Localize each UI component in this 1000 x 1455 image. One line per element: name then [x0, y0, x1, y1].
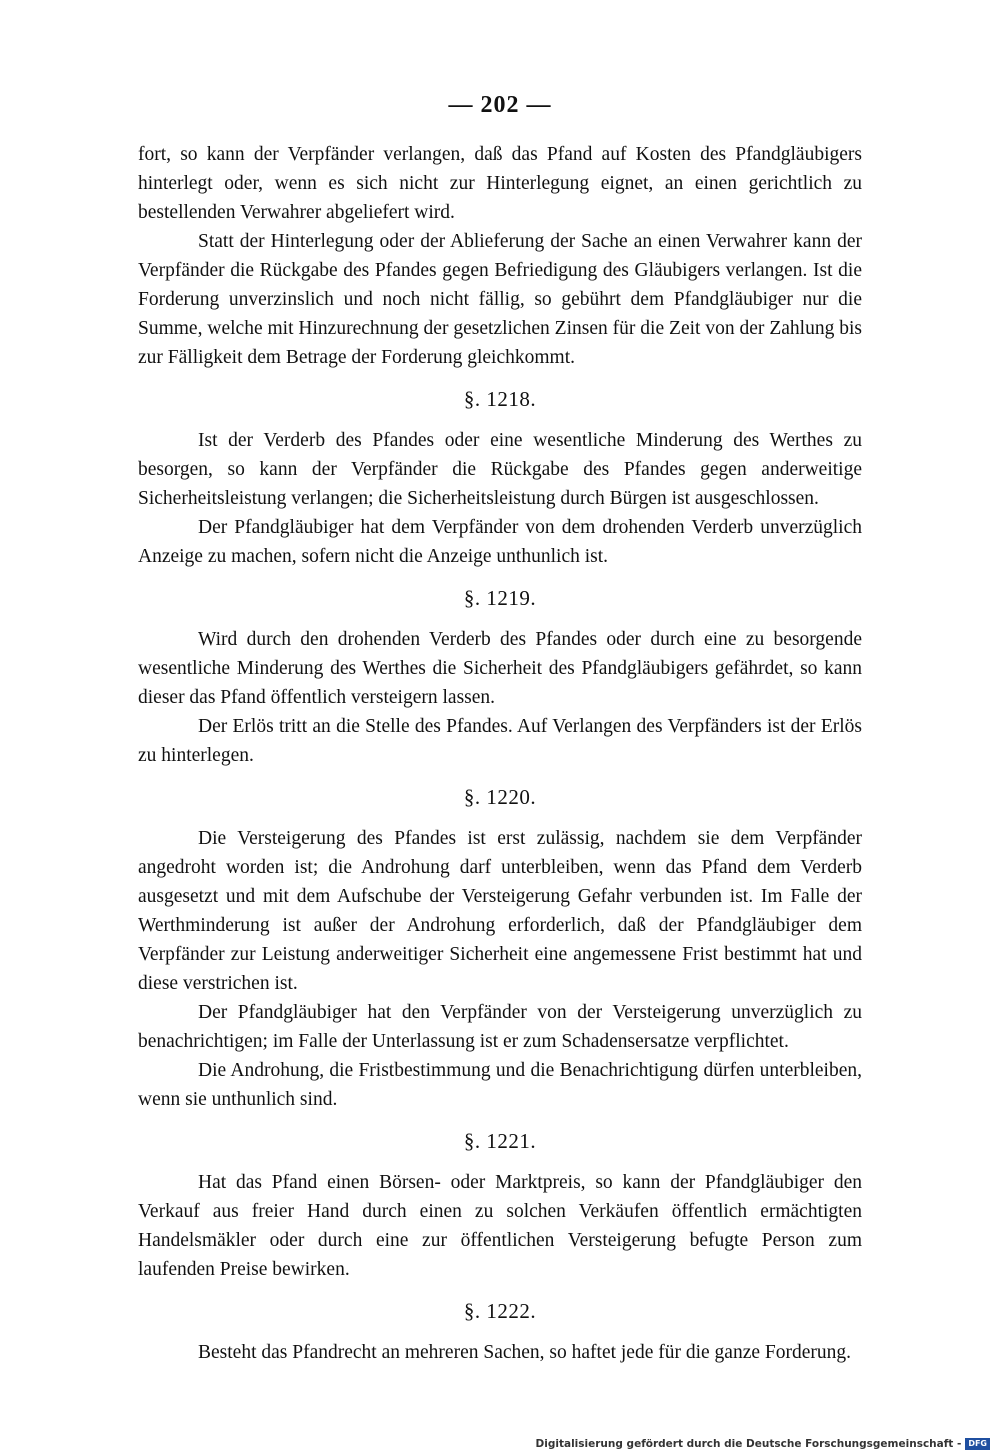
paragraph: Die Androhung, die Fristbestimmung und die Benachrichtigung dürfen unterbleiben, wenn sie unthunlich sind.	[138, 1060, 862, 1110]
paragraph: Besteht das Pfandrecht an mehreren Sachen, so haftet jede für die ganze Forderung.	[198, 1342, 852, 1363]
paragraph: Statt der Hinterlegung oder der Ablieferung der Sache an einen Verwahrer kann der Verpfänder die Rückgabe des Pfandes gegen Befriedigung des Gläubigers verlangen. Ist die Forderung unverzinslich und noch nicht fällig, so gebührt dem Pfandgläubiger nur die Summe, welche mit Hinzurechnung der gesetzlichen Zinsen für die Zeit von der Zahlung bis zur Fälligkeit dem Betrage der Forderung gleichkommt.	[138, 231, 862, 368]
paragraph: Ist der Verderb des Pfandes oder eine wesentliche Minderung des Werthes zu besorgen, so kann der Verpfänder die Rückgabe des Pfandes gegen anderweitige Sicherheitsleistung verlangen; die Sicherheitsleistung durch Bürgen ist ausgeschlossen.	[138, 430, 862, 509]
page-number: — 202 —	[448, 92, 552, 118]
paragraph: Der Erlös tritt an die Stelle des Pfandes. Auf Verlangen des Verpfänders ist der Erlös zu hinterlegen.	[138, 716, 862, 766]
digitization-credit	[536, 1438, 990, 1450]
section-heading-1222: §. 1222.	[463, 1299, 537, 1323]
paragraph: Der Pfandgläubiger hat den Verpfänder von der Versteigerung unverzüglich zu benachrichtigen; im Falle der Unterlassung ist er zum Schadensersatze verpflichtet.	[138, 1002, 862, 1052]
section-heading-1221: §. 1221.	[463, 1129, 537, 1153]
section-heading-1219: §. 1219.	[463, 586, 537, 610]
paragraph: Die Versteigerung des Pfandes ist erst zulässig, nachdem sie dem Verpfänder angedroht worden ist; die Androhung darf unterbleiben, wenn das Pfand dem Verderb ausgesetzt und mit dem Aufschube der Versteigerung Gefahr verbunden ist. Im Falle der Werthminderung ist außer der Androhung erforderlich, daß der Pfandgläubiger dem Verpfänder zur Leistung anderweitiger Sicherheit eine angemessene Frist bestimmt hat und diese verstrichen ist.	[138, 828, 862, 994]
credit-text: Digitalisierung gefördert durch die Deutsche Forschungsgemeinschaft -	[535, 1438, 962, 1450]
dfg-logo: DFG	[965, 1438, 990, 1450]
body-text	[138, 140, 862, 1367]
paragraph: Wird durch den drohenden Verderb des Pfandes oder durch eine zu besorgende wesentliche Minderung des Werthes die Sicherheit des Pfandgläubigers gefährdet, so kann dieser das Pfand öffentlich versteigern lassen.	[138, 629, 862, 708]
section-heading-1218: §. 1218.	[463, 387, 537, 411]
paragraph: fort, so kann der Verpfänder verlangen, daß das Pfand auf Kosten des Pfandgläubigers hinterlegt oder, wenn es sich nicht zur Hinterlegung eignet, an einen gerichtlich zu bestellenden Verwahrer abgeliefert wird.	[138, 144, 862, 223]
paragraph: Hat das Pfand einen Börsen- oder Marktpreis, so kann der Pfandgläubiger den Verkauf aus freier Hand durch einen zu solchen Verkäufen öffentlich ermächtigten Handelsmäkler oder durch eine zur öffentlichen Versteigerung befugte Person zum laufenden Preise bewirken.	[138, 1172, 862, 1280]
paragraph: Der Pfandgläubiger hat dem Verpfänder von dem drohenden Verderb unverzüglich Anzeige zu machen, sofern nicht die Anzeige unthunlich ist.	[138, 517, 862, 567]
section-heading-1220: §. 1220.	[463, 785, 537, 809]
